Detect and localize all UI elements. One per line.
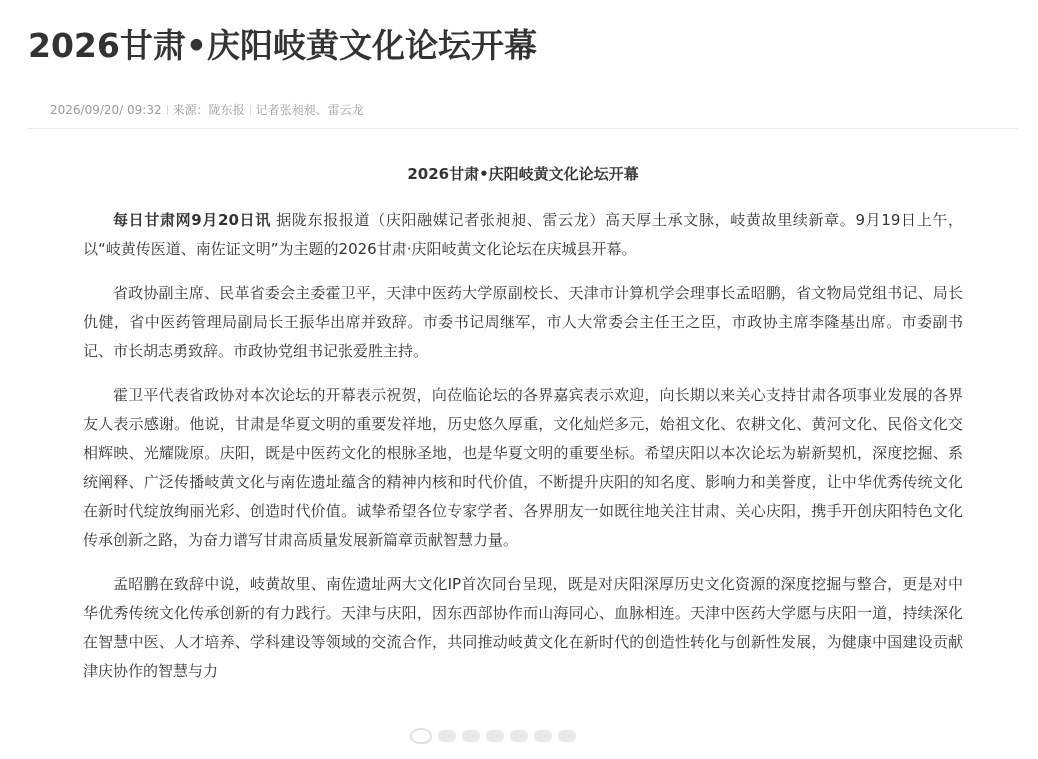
watermark-mark-2: [462, 730, 480, 742]
meta-separator: [167, 105, 168, 115]
dateline-bold: 每日甘肃网9月20日讯: [113, 211, 271, 229]
paragraph-1-text: 据陇东报报道（庆阳融媒记者张昶昶、雷云龙）高天厚土承文脉，岐黄故里续新章。9月19日上午，以“岐黄传医道、南佐证文明”为主题的2026甘肃·庆阳岐黄文化论坛在庆城县开幕。: [83, 211, 964, 258]
watermark-logo: [410, 726, 576, 746]
article-paragraph-1: [83, 206, 963, 264]
watermark-mark-1: [438, 730, 456, 742]
header-divider: [28, 128, 1018, 129]
article-paragraph-2: 省政协副主席、民革省委会主委霍卫平，天津中医药大学原副校长、天津市计算机学会理事长孟昭鹏，省文物局党组书记、局长仇健，省中医药管理局副局长王振华出席并致辞。市委书记周继军，市人大常委会主任王之臣，市政协主席李隆基出席。市委副书记、市长胡志勇致辞。市政协党组书记张爱胜主持。: [83, 284, 963, 360]
watermark-mark-3: [486, 730, 504, 742]
article-paragraph-3: 霍卫平代表省政协对本次论坛的开幕表示祝贺，向莅临论坛的各界嘉宾表示欢迎，向长期以来关心支持甘肃各项事业发展的各界友人表示感谢。他说，甘肃是华夏文明的重要发祥地，历史悠久厚重，文化灿烂多元，始祖文化、农耕文化、黄河文化、民俗文化交相辉映、光耀陇原。庆阳，既是中医药文化的根脉圣地，也是华夏文明的重要坐标。希望庆阳以本次论坛为崭新契机，深度挖掘、系统阐释、广泛传播岐黄文化与南佐遗址蕴含的精神内核和时代价值，不断提升庆阳的知名度、影响力和美誉度，让中华优秀传统文化在新时代绽放绚丽光彩、创造时代价值。诚挚希望各位专家学者、各界朋友一如既往地关注甘肃、关心庆阳，携手开创庆阳特色文化传承创新之路，为奋力谱写甘肃高质量发展新篇章贡献智慧力量。: [83, 386, 963, 549]
watermark-mark-5: [534, 730, 552, 742]
article-reporter: 记者张昶昶、雷云龙: [255, 103, 364, 117]
watermark-eye-icon: [410, 728, 432, 744]
watermark-mark-6: [558, 730, 576, 742]
article-paragraph-4: 孟昭鹏在致辞中说，岐黄故里、南佐遗址两大文化IP首次同台呈现，既是对庆阳深厚历史文化资源的深度挖掘与整合，更是对中华优秀传统文化传承创新的有力践行。天津与庆阳，因东西部协作而山海同心、血脉相连。天津中医药大学愿与庆阳一道，持续深化在智慧中医、人才培养、学科建设等领域的交流合作，共同推动岐黄文化在新时代的创造性转化与创新性发展，为健康中国建设贡献津庆协作的智慧与力: [83, 575, 963, 680]
article-headline: 2026甘肃•庆阳岐黄文化论坛开幕: [28, 26, 537, 65]
meta-separator: [250, 105, 251, 115]
publish-datetime: 2026/09/20/ 09:32: [50, 103, 162, 117]
article-source: 来源：陇东报: [172, 103, 245, 117]
watermark-mark-4: [510, 730, 528, 742]
article-body-title: 2026甘肃•庆阳岐黄文化论坛开幕: [407, 165, 639, 183]
article-meta: [50, 99, 364, 121]
article-body: [83, 158, 963, 701]
